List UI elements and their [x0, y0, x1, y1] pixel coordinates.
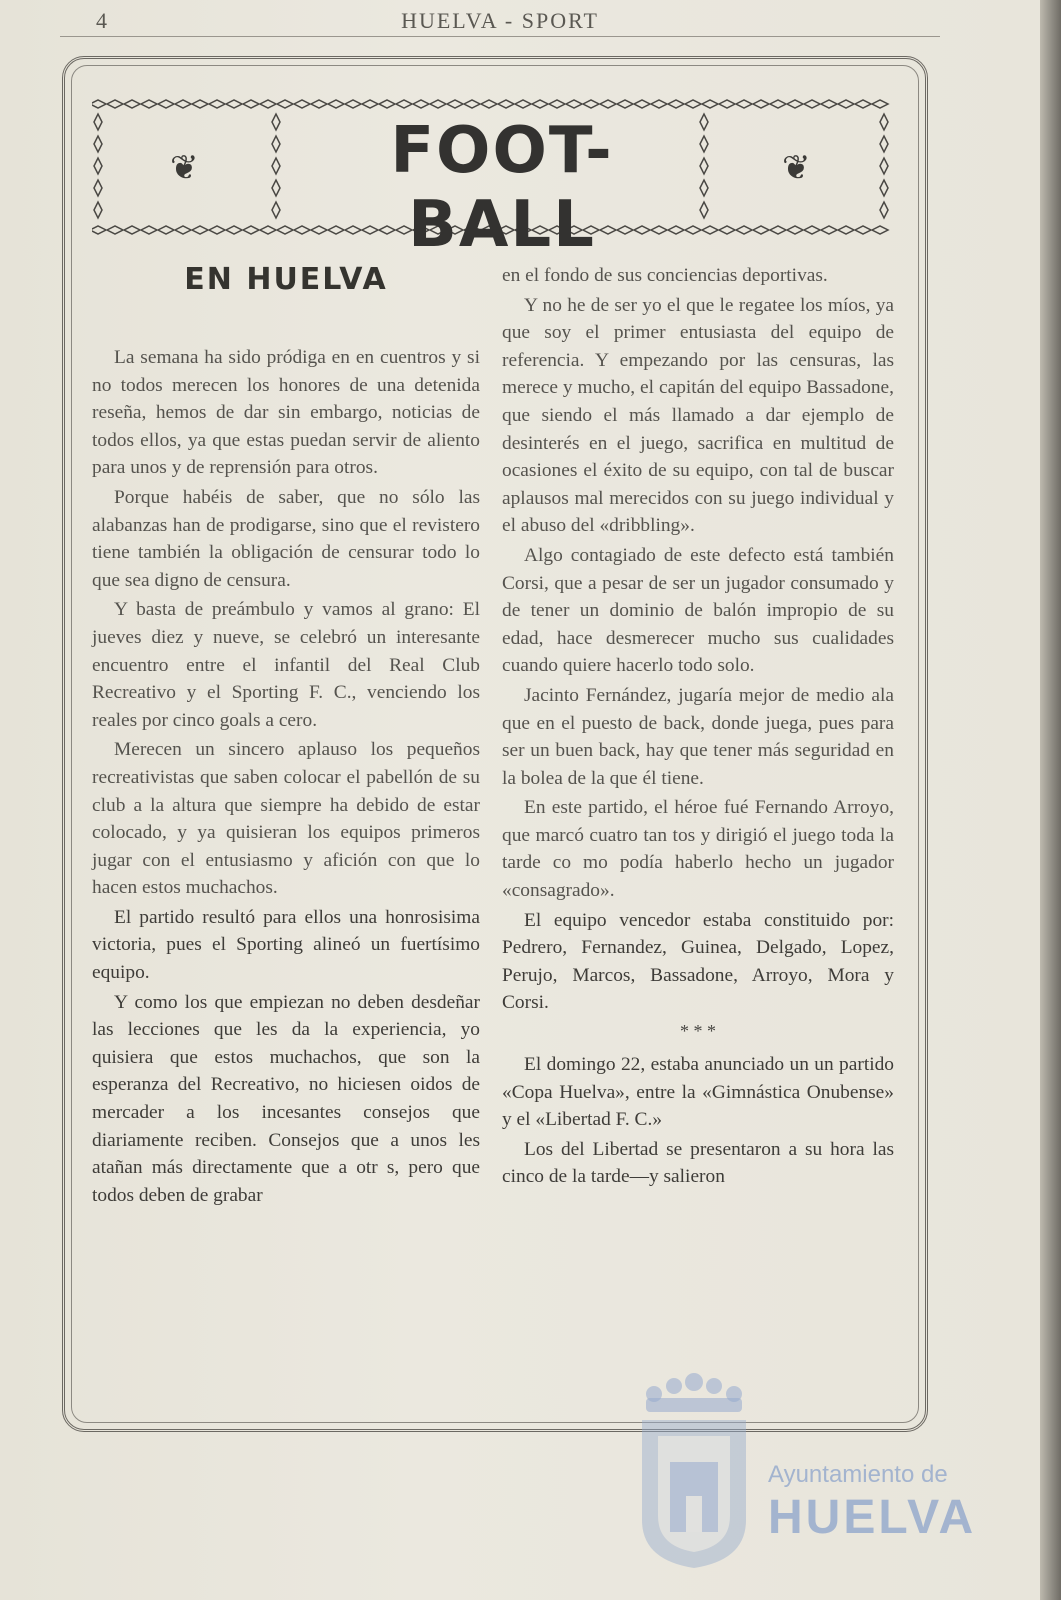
running-head — [60, 6, 940, 37]
paragraph: En este partido, el héroe fué Fernando Arroyo, que marcó cuatro tan tos y dirigió el juego toda la tarde co mo podía haberlo hecho un jugador «consagrado». — [502, 797, 894, 902]
flower-ornament-icon: ❦ — [782, 150, 811, 187]
section-title: FOOT-BALL — [390, 114, 614, 262]
asterism-divider: * * * — [680, 1021, 716, 1042]
paragraph: El partido resultó para ellos una honrosisima victoria, pues el Sporting alineó un fuertísimo equipo. — [92, 906, 480, 984]
paragraph: Y no he de ser yo el que le regatee los míos, ya que soy el primer entusiasta del equipo de referencia. Y empezando por las censuras, las merece y mucho, el capitán del equipo Bassadone, que siendo el más llamado a dar ejemplo de desinterés en el juego, sacrifica en multitud de ocasiones el éxito de su equipo, con tal de buscar aplausos mal merecidos con su juego individual y el abuso del «dribbling». — [502, 294, 894, 537]
paragraph: La semana ha sido pródiga en en cuentros y si no todos merecen los honores de una detenida reseña, hemos de dar sin embargo, noticias de todos ellos, ya que estas puedan servir de aliento para unos y de reprensión para otros. — [92, 347, 480, 479]
paragraph: Y basta de preámbulo y vamos al grano: El jueves diez y nueve, se celebró un interesante encuentro entre el infantil del Real Club Recreativo y el Sporting F. C., venciendo los reales por cinco goals a cero. — [92, 599, 480, 731]
paragraph: El equipo vencedor estaba constituido por: Pedrero, Fernandez, Guinea, Delgado, Lopez, Perujo, Marcos, Bassadone, Arroyo, Mora y Corsi. — [502, 909, 894, 1014]
page-number: 4 — [96, 8, 107, 33]
paragraph: en el fondo de sus conciencias deportivas. — [502, 265, 828, 286]
paragraph: Y como los que empiezan no deben desdeñar las lecciones que les da la experiencia, yo quisiera que estos muchachos, que son la esperanza del Recreativo, no hiciesen oidos de mercader a los incesantes consejos que diariamente reciben. Consejos que a unos les atañan más directamente que a otr s, pero que todos deben de grabar — [92, 991, 480, 1206]
city-council-watermark — [768, 1460, 1028, 1546]
watermark-line1: Ayuntamiento de — [768, 1461, 948, 1488]
watermark-line2: HUELVA — [768, 1491, 977, 1544]
paragraph: Algo contagiado de este defecto está también Corsi, que a pesar de ser un jugador consumado y de tener un dominio de balón impropio de su edad, hace desmerecer mucho sus cualidades cuando quiere hacerlo todo solo. — [502, 544, 894, 677]
paragraph: Jacinto Fernández, jugaría mejor de medio ala que en el puesto de back, donde juega, pues para ser un buen back, hay que tener más seguridad en la bolea de la que él tiene. — [502, 684, 894, 789]
paragraph: Los del Libertad se presentaron a su hora las cinco de la tarde—y salieron — [502, 1138, 894, 1188]
journal-title: HUELVA - SPORT — [401, 8, 599, 33]
article-column-right — [502, 262, 894, 1193]
book-spine-shadow — [1040, 0, 1061, 1600]
paragraph: Merecen un sincero aplauso los pequeños recreativistas que saben colocar el pabellón de su club a la altura que siempre ha debido de estar colocado, y ya quisieran los equipos primeros jugar con el entusiasmo y afición con que lo hacen estos muchachos. — [92, 739, 480, 899]
article-column-left — [92, 262, 480, 1211]
section-banner — [92, 92, 892, 262]
article-heading: EN HUELVA — [184, 262, 388, 297]
flower-ornament-icon: ❦ — [170, 150, 199, 187]
city-seal-watermark-icon — [632, 1370, 756, 1570]
paragraph: Porque habéis de saber, que no sólo las alabanzas han de prodigarse, sino que el revistero tiene también la obligación de censurar todo lo que sea digno de censura. — [92, 486, 480, 591]
paragraph: El domingo 22, estaba anunciado un un partido «Copa Huelva», entre la «Gimnástica Onubense» y el «Libertad F. C.» — [502, 1054, 894, 1131]
